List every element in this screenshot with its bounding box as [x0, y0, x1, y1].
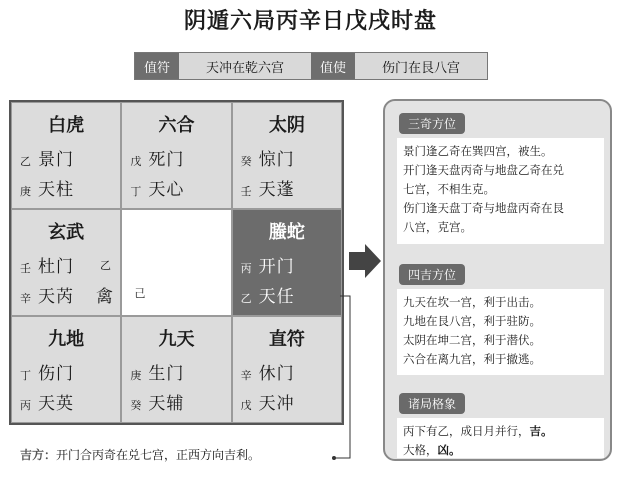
door-label: 休门: [258, 364, 295, 384]
door-label: 开门: [258, 257, 295, 277]
star-label: 天辅: [148, 394, 185, 414]
geju-body: [397, 418, 604, 458]
palace-gen: [11, 316, 121, 423]
palace-li: [121, 102, 231, 209]
earth-stem: 癸: [130, 399, 142, 412]
earth-stem: 丙: [20, 399, 31, 412]
sanqi-line: 八宫，克宫。: [403, 220, 472, 234]
zhishi-value: 伤门在艮八宫: [355, 53, 487, 79]
door-label: 伤门: [38, 364, 74, 384]
siji-title: 四吉方位: [399, 264, 465, 285]
zhifu-label: 值符: [135, 53, 179, 79]
door-label: 死门: [148, 150, 185, 170]
palace-kun: [232, 102, 342, 209]
zhishi-label: 值使: [311, 53, 355, 79]
jifang-text: 开门合丙奇在兑七宫，正西方向吉利。: [56, 448, 261, 462]
siji-line: 九天在坎一宫，利于出击。: [403, 295, 541, 309]
arrow-right-icon: [349, 244, 381, 278]
spirit-label: 玄武: [48, 222, 85, 243]
zhifu-zhishi-bar: [134, 52, 488, 80]
spirit-label: 白虎: [48, 115, 85, 136]
door-label: 惊门: [258, 150, 295, 170]
heaven-stem: 丙: [240, 262, 252, 275]
sanqi-line: 开门逢天盘丙奇与地盘乙奇在兑: [403, 163, 564, 177]
chart-title: 阴遁六局丙辛日戊戌时盘: [183, 9, 437, 34]
qin-label: 禽: [96, 287, 113, 307]
star-label: 天柱: [38, 180, 74, 200]
spirit-label: 六合: [158, 115, 195, 136]
heaven-stem: 乙: [20, 155, 31, 168]
earth-stem: 丁: [130, 185, 142, 198]
spirit-label: 太阴: [268, 115, 305, 136]
earth-stem: 戊: [240, 399, 252, 412]
center-stem: 己: [134, 287, 146, 300]
palace-zhen: [11, 209, 121, 316]
heaven-stem: 辛: [240, 369, 252, 382]
sanqi-line: 伤门逢天盘丁奇与地盘丙奇在艮: [403, 201, 564, 215]
sanqi-line: 景门逢乙奇在巽四宫，被生。: [403, 144, 553, 158]
sanqi-title: 三奇方位: [399, 113, 465, 134]
door-label: 杜门: [38, 257, 74, 277]
heaven-stem: 壬: [20, 262, 31, 275]
siji-line: 九地在艮八宫，利于驻防。: [403, 314, 541, 328]
door-label: 生门: [148, 364, 185, 384]
earth-stem: 乙: [240, 292, 252, 305]
connector-line: [330, 292, 360, 464]
earth-stem: 庚: [20, 185, 31, 198]
door-label: 景门: [38, 150, 74, 170]
geju-title: 诸局格象: [399, 393, 465, 414]
spirit-label: 螣蛇: [268, 222, 305, 243]
palace-qian: [232, 316, 342, 423]
sanqi-line: 七宫，不相生克。: [403, 182, 495, 196]
geju-line1: 丙下有乙，成日月并行，: [403, 424, 530, 438]
geju-line2: 大格，: [403, 443, 438, 457]
spirit-label: 九地: [48, 329, 85, 350]
zhifu-value: 天冲在乾六宫: [179, 53, 311, 79]
nine-palace-grid: [9, 100, 344, 425]
palace-kan: [121, 316, 231, 423]
star-label: 天冲: [258, 394, 295, 414]
siji-line: 太阴在坤二宫，利于潜伏。: [403, 333, 541, 347]
siji-body: [397, 289, 604, 375]
heaven-stem: 癸: [240, 155, 252, 168]
jifang-note: [20, 446, 260, 463]
star-label: 天英: [38, 394, 74, 414]
geju-verdict-xiong: 凶。: [437, 443, 461, 457]
star-label: 天芮: [38, 287, 74, 307]
siji-line: 六合在离九宫，利于撤逃。: [403, 352, 541, 366]
spirit-label: 直符: [268, 329, 305, 350]
extra-stem: 乙: [100, 259, 111, 272]
analysis-panel: [383, 99, 612, 461]
earth-stem: 辛: [20, 292, 31, 305]
jifang-label: 吉方：: [20, 448, 57, 462]
heaven-stem: 庚: [130, 369, 142, 382]
star-label: 天任: [258, 287, 295, 307]
palace-xun: [11, 102, 121, 209]
star-label: 天蓬: [258, 180, 295, 200]
earth-stem: 壬: [240, 185, 252, 198]
geju-verdict-ji: 吉。: [529, 424, 553, 438]
sanqi-body: [397, 138, 604, 244]
heaven-stem: 丁: [20, 369, 31, 382]
spirit-label: 九天: [158, 329, 195, 350]
palace-dui: [232, 209, 342, 316]
heaven-stem: 戊: [130, 155, 142, 168]
star-label: 天心: [148, 180, 185, 200]
palace-center: [121, 209, 231, 316]
